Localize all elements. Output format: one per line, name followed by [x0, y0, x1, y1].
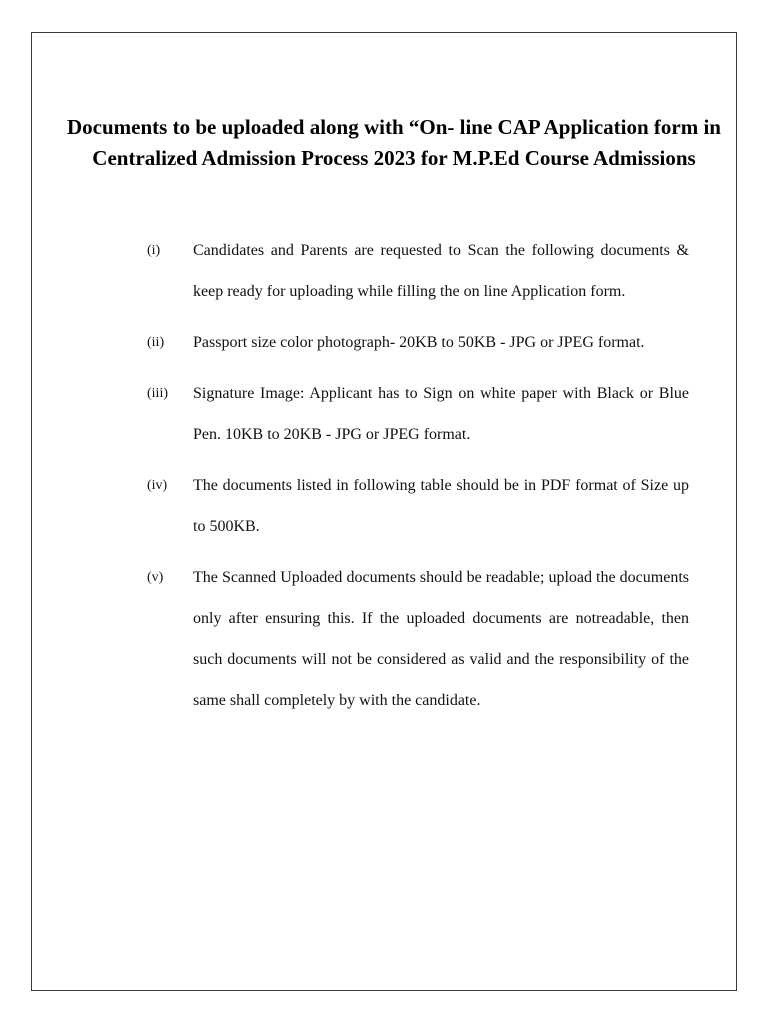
item-text: Signature Image: Applicant has to Sign on white paper with Black or Blue Pen. 10KB to 20KB - JPG or JPEG format.	[193, 385, 689, 443]
item-number: (iii)	[147, 386, 168, 401]
item-text: The documents listed in following table should be in PDF format of Size up to 500KB.	[193, 477, 689, 535]
list-item-iii	[147, 373, 689, 455]
list-item-v	[147, 557, 689, 721]
item-number: (iv)	[147, 478, 168, 493]
item-number: (i)	[147, 243, 161, 258]
item-text: Candidates and Parents are requested to Scan the following documents & keep ready for uploading while filling the on line Application form.	[193, 242, 689, 300]
item-text: Passport size color photograph- 20KB to 50KB - JPG or JPEG format.	[193, 334, 645, 351]
document-title: Documents to be uploaded along with “On- line CAP Application form in Centralized Admission Process 2023 for M.P.Ed Course Admissions	[67, 115, 721, 170]
list-item-ii	[147, 322, 689, 363]
item-number: (v)	[147, 570, 164, 585]
item-number: (ii)	[147, 335, 165, 350]
item-text: The Scanned Uploaded documents should be readable; upload the documents only after ensuring this. If the uploaded documents are notreadable, then such documents will not be considered as valid and the responsibility of the same shall completely by with the candidate.	[193, 569, 689, 709]
instruction-list	[147, 230, 689, 731]
list-item-iv	[147, 465, 689, 547]
list-item-i	[147, 230, 689, 312]
